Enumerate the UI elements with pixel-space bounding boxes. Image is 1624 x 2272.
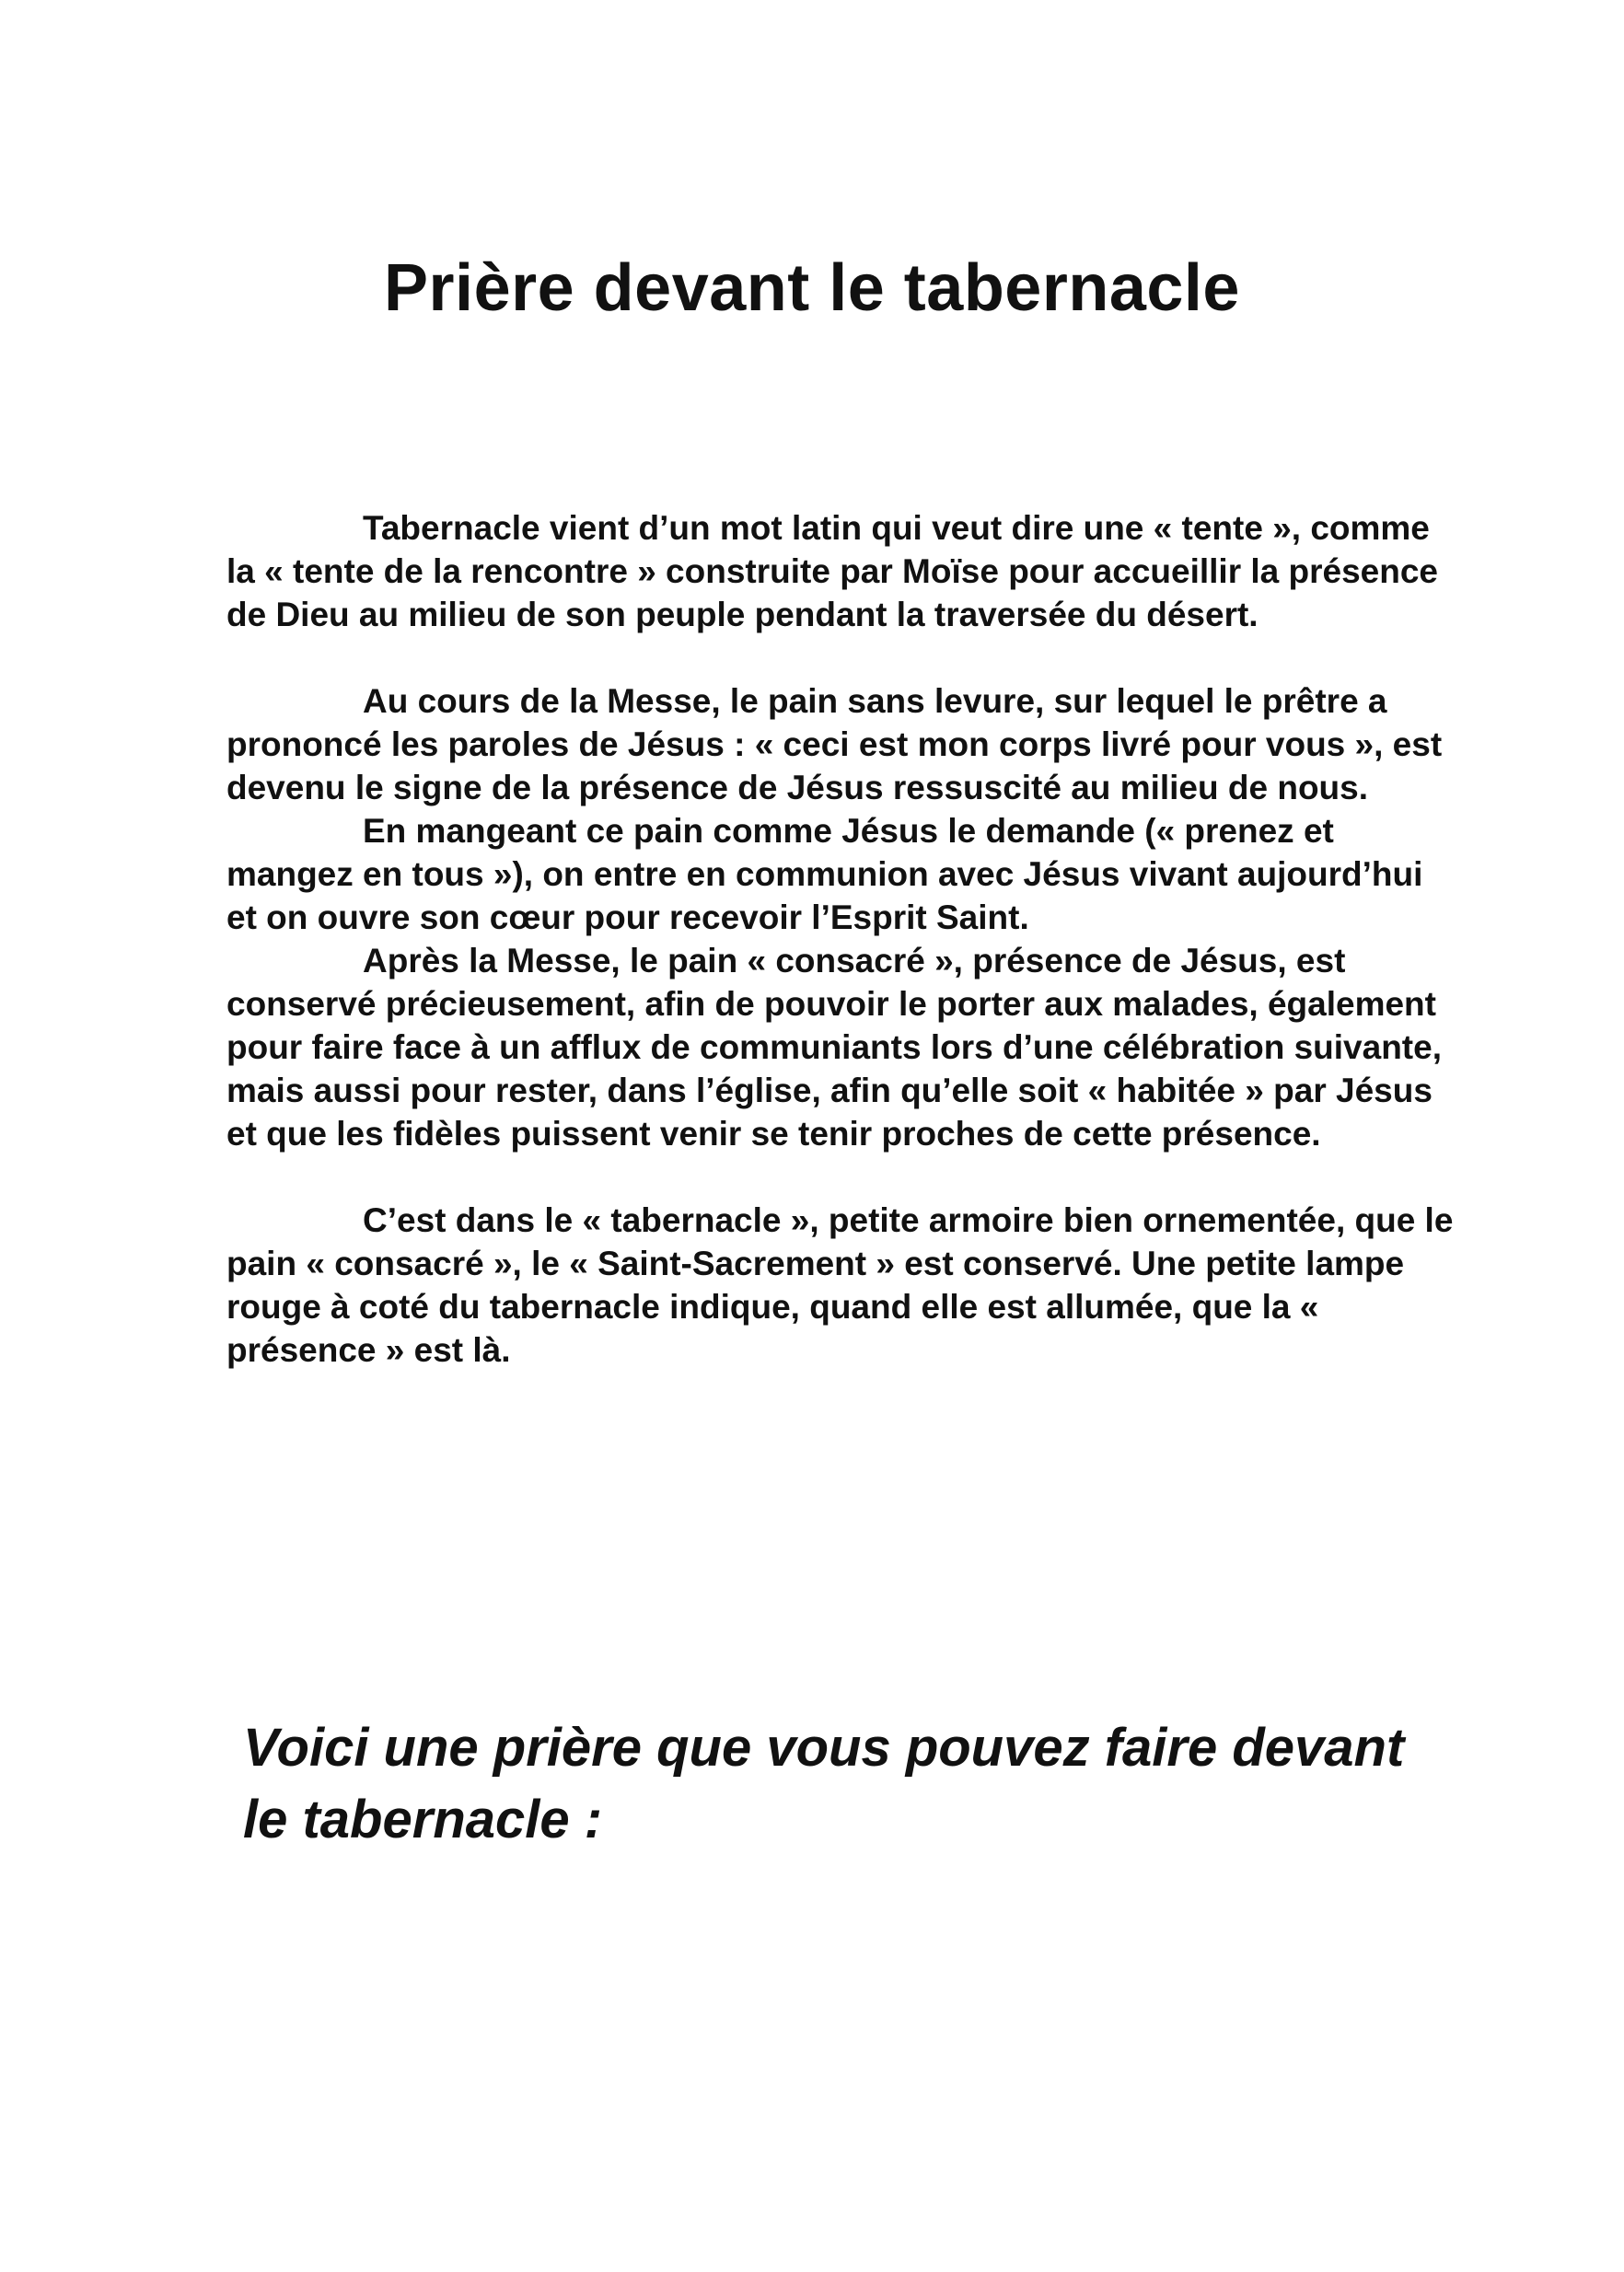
paragraph-messe: Au cours de la Messe, le pain sans levure, sur lequel le prêtre a prononcé les paroles de Jésus : « ceci est mon corps livré pour vous », est devenu le signe de la présence de Jésus ressuscité au milieu de nous.: [226, 682, 1443, 806]
closing-heading: Voici une prière que vous pouvez faire devant le tabernacle :: [243, 1718, 1405, 1849]
page-title: Prière devant le tabernacle: [384, 251, 1240, 325]
paragraph-tabernacle-lampe: C’est dans le « tabernacle », petite armoire bien ornementée, que le pain « consacré », le « Saint-Sacrement » est conservé. Une petite lampe rouge à coté du tabernacle indique, quand elle est allumée, que la « présence » est là.: [226, 1201, 1454, 1369]
paragraph-communion: En mangeant ce pain comme Jésus le demande (« prenez et mangez en tous »), on entre en communion avec Jésus vivant aujourd’hui et on ouvre son cœur pour recevoir l’Esprit Saint.: [226, 812, 1423, 936]
body-text: [226, 506, 1460, 1372]
paragraph-tabernacle-definition: Tabernacle vient d’un mot latin qui veut dire une « tente », comme la « tente de la rencontre » construite par Moïse pour accueillir la présence de Dieu au milieu de son peuple pendant la traversée du désert.: [226, 509, 1439, 633]
paragraph-gap: [226, 636, 1460, 679]
paragraph-apres-messe: Après la Messe, le pain « consacré », présence de Jésus, est conservé précieusement, afin de pouvoir le porter aux malades, également pour faire face à un afflux de communiants lors d’une célébration suivante, mais aussi pour rester, dans l’église, afin qu’elle soit « habitée » par Jésus et que les fidèles puissent venir se tenir proches de cette présence.: [226, 942, 1442, 1153]
paragraph-gap: [226, 1155, 1460, 1199]
